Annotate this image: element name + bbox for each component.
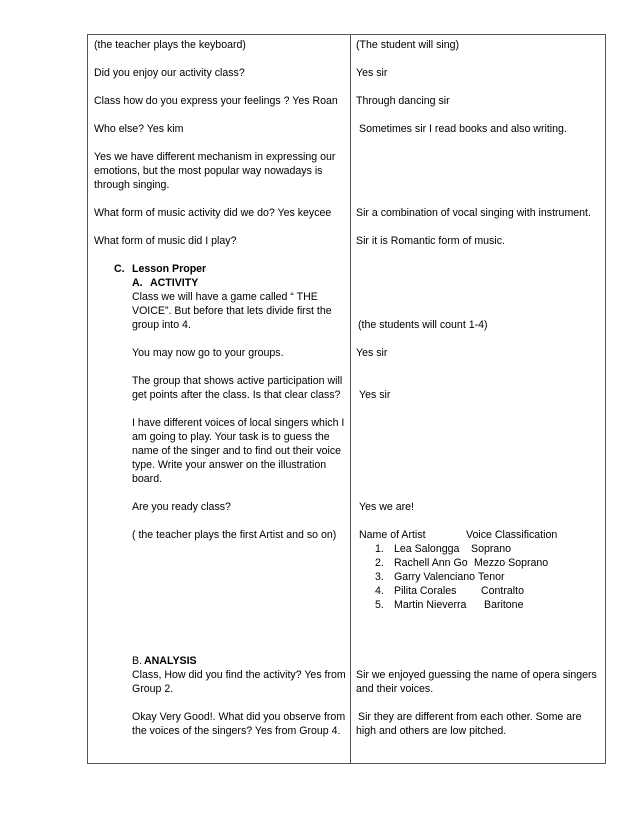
activity-letter: A.: [132, 277, 143, 289]
student-line: Sir they are different from each other. Some are: [358, 711, 582, 723]
teacher-line: Are you ready class?: [132, 501, 231, 513]
artist-header: Name of Artist: [359, 529, 426, 541]
artist-voice: Tenor: [478, 571, 505, 583]
voice-class-header: Voice Classification: [466, 529, 558, 541]
artist-name: Martin Nieverra: [394, 599, 467, 611]
artist-name: Rachell Ann Go: [394, 557, 468, 569]
teacher-line: Class how do you express your feelings ? Yes Roan: [94, 95, 338, 107]
teacher-line: name of the singer and to find out their voice: [132, 445, 342, 457]
teacher-line: What form of music did I play?: [94, 235, 237, 247]
teacher-line: group into 4.: [132, 319, 191, 331]
teacher-line: (the teacher plays the keyboard): [94, 39, 246, 51]
artist-number: 4.: [375, 585, 384, 597]
teacher-line: through singing.: [94, 179, 170, 191]
student-line: Through dancing sir: [356, 95, 450, 107]
student-line: Yes sir: [359, 389, 391, 401]
analysis-title: ANALYSIS: [144, 655, 197, 667]
student-line: Yes sir: [356, 67, 388, 79]
artist-voice: Soprano: [471, 543, 512, 555]
section-letter: C.: [114, 263, 125, 275]
teacher-line: the voices of the singers? Yes from Group 4.: [132, 725, 341, 737]
student-line: Sir we enjoyed guessing the name of opera singers: [356, 669, 597, 681]
student-line: Yes we are!: [359, 501, 414, 513]
artist-number: 5.: [375, 599, 384, 611]
teacher-line: You may now go to your groups.: [132, 347, 284, 359]
teacher-line: type. Write your answer on the illustration: [132, 459, 327, 471]
teacher-line: I have different voices of local singers which I: [132, 417, 345, 429]
student-line: high and others are low pitched.: [356, 725, 507, 737]
lesson-table: [87, 34, 606, 764]
student-line: (The student will sing): [356, 39, 460, 51]
teacher-line: VOICE”. But before that lets divide first the: [132, 305, 332, 317]
artist-number: 1.: [375, 543, 384, 555]
teacher-line: Group 2.: [132, 683, 174, 695]
analysis-letter: B.: [132, 655, 143, 667]
teacher-line: emotions, but the most popular way nowadays is: [94, 165, 323, 177]
teacher-line: The group that shows active participation will: [132, 375, 343, 387]
teacher-line: get points after the class. Is that clear class?: [132, 389, 341, 401]
artist-number: 3.: [375, 571, 384, 583]
student-line: Sometimes sir I read books and also writing.: [359, 123, 567, 135]
student-line: Sir it is Romantic form of music.: [356, 235, 505, 247]
teacher-line: ( the teacher plays the first Artist and so on): [132, 529, 337, 541]
teacher-line: Did you enjoy our activity class?: [94, 67, 245, 79]
section-title: Lesson Proper: [132, 263, 207, 275]
artist-name: Pilita Corales: [394, 585, 457, 597]
artist-voice: Mezzo Soprano: [474, 557, 549, 569]
teacher-line: Who else? Yes kim: [94, 123, 184, 135]
student-line: and their voices.: [356, 683, 434, 695]
teacher-line: Okay Very Good!. What did you observe from: [132, 711, 346, 723]
student-line: Yes sir: [356, 347, 388, 359]
artist-name: Garry Valenciano: [394, 571, 476, 583]
teacher-line: board.: [132, 473, 163, 485]
artist-voice: Contralto: [481, 585, 524, 597]
teacher-line: What form of music activity did we do? Yes keycee: [94, 207, 332, 219]
teacher-line: am going to play. Your task is to guess the: [132, 431, 330, 443]
activity-title: ACTIVITY: [150, 277, 199, 289]
student-line: (the students will count 1-4): [358, 319, 488, 331]
column-divider: [350, 35, 351, 763]
artist-voice: Baritone: [484, 599, 524, 611]
teacher-line: Class we will have a game called “ THE: [132, 291, 318, 303]
teacher-line: Class, How did you find the activity? Yes from: [132, 669, 346, 681]
student-line: Sir a combination of vocal singing with instrument.: [356, 207, 591, 219]
artist-number: 2.: [375, 557, 384, 569]
artist-name: Lea Salongga: [394, 543, 460, 555]
teacher-line: Yes we have different mechanism in expressing our: [94, 151, 336, 163]
